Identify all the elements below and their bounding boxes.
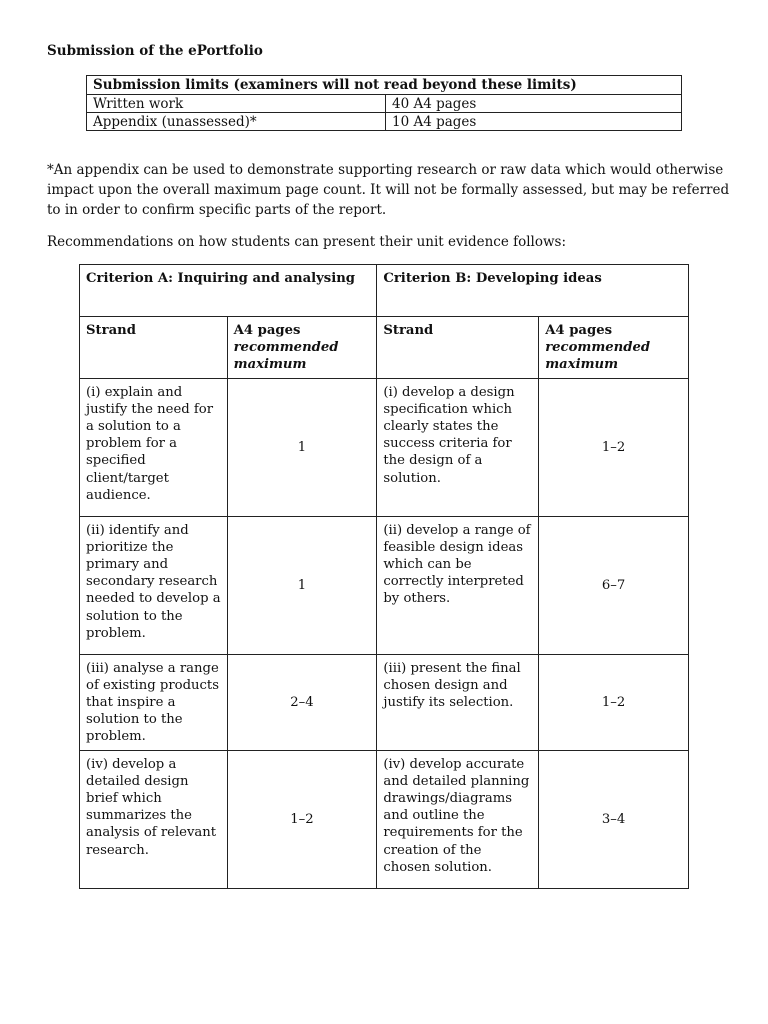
criterion-b-strand: (iii) present the final chosen design and justify its selection. <box>377 654 539 750</box>
pages-header-label: A4 pages <box>233 323 301 338</box>
criterion-b-strand: (ii) develop a range of feasible design ideas which can be correctly interpreted by others. <box>377 516 539 654</box>
recommendations-table <box>79 264 689 889</box>
table-row <box>80 750 689 888</box>
criterion-a-pages: 1–2 <box>227 750 377 888</box>
pages-header <box>227 317 377 379</box>
limits-item: Appendix (unassessed)* <box>87 113 386 131</box>
criterion-b-pages: 1–2 <box>539 378 689 516</box>
limits-value: 40 A4 pages <box>386 95 682 113</box>
pages-header-sub: recommended maximum <box>545 340 651 373</box>
criterion-a-strand: (i) explain and justify the need for a solution to a problem for a specified client/target audience. <box>80 378 228 516</box>
criterion-b-strand: (i) develop a design specification which clearly states the success criteria for the design of a solution. <box>377 378 539 516</box>
limits-value: 10 A4 pages <box>386 113 682 131</box>
criterion-a-strand: (ii) identify and prioritize the primary and secondary research needed to develop a solution to the problem. <box>80 516 228 654</box>
criterion-a-strand: (iii) analyse a range of existing products that inspire a solution to the problem. <box>80 654 228 750</box>
table-row <box>80 378 689 516</box>
pages-header-sub: recommended maximum <box>233 340 339 373</box>
pages-header <box>539 317 689 379</box>
criterion-b-strand: (iv) develop accurate and detailed planning drawings/diagrams and outline the requirements for the creation of the chosen solution. <box>377 750 539 888</box>
criterion-a-pages: 2–4 <box>227 654 377 750</box>
table-row <box>80 654 689 750</box>
section-heading: Submission of the ePortfolio <box>47 43 263 59</box>
column-header-row <box>80 317 689 379</box>
strand-header: Strand <box>80 317 228 379</box>
criteria-header-row <box>80 265 689 317</box>
recommendations-intro: Recommendations on how students can present their unit evidence follows: <box>47 234 567 250</box>
table-header-row <box>87 76 682 95</box>
appendix-note: *An appendix can be used to demonstrate supporting research or raw data which would otherwise impact upon the overall maximum page count. It will not be formally assessed, but may be referred to in order to confirm specific parts of the report. <box>47 162 730 218</box>
limits-header: Submission limits (examiners will not read beyond these limits) <box>87 76 682 95</box>
criterion-a-pages: 1 <box>227 516 377 654</box>
criterion-a-pages: 1 <box>227 378 377 516</box>
submission-limits-table <box>86 75 682 131</box>
pages-header-label: A4 pages <box>545 323 613 338</box>
limits-item: Written work <box>87 95 386 113</box>
criterion-b-pages: 1–2 <box>539 654 689 750</box>
table-row <box>80 516 689 654</box>
criterion-b-pages: 6–7 <box>539 516 689 654</box>
table-row <box>87 95 682 113</box>
criterion-a-header: Criterion A: Inquiring and analysing <box>80 265 377 317</box>
criterion-a-strand: (iv) develop a detailed design brief which summarizes the analysis of relevant research. <box>80 750 228 888</box>
table-row <box>87 113 682 131</box>
strand-header: Strand <box>377 317 539 379</box>
criterion-b-header: Criterion B: Developing ideas <box>377 265 689 317</box>
criterion-b-pages: 3–4 <box>539 750 689 888</box>
